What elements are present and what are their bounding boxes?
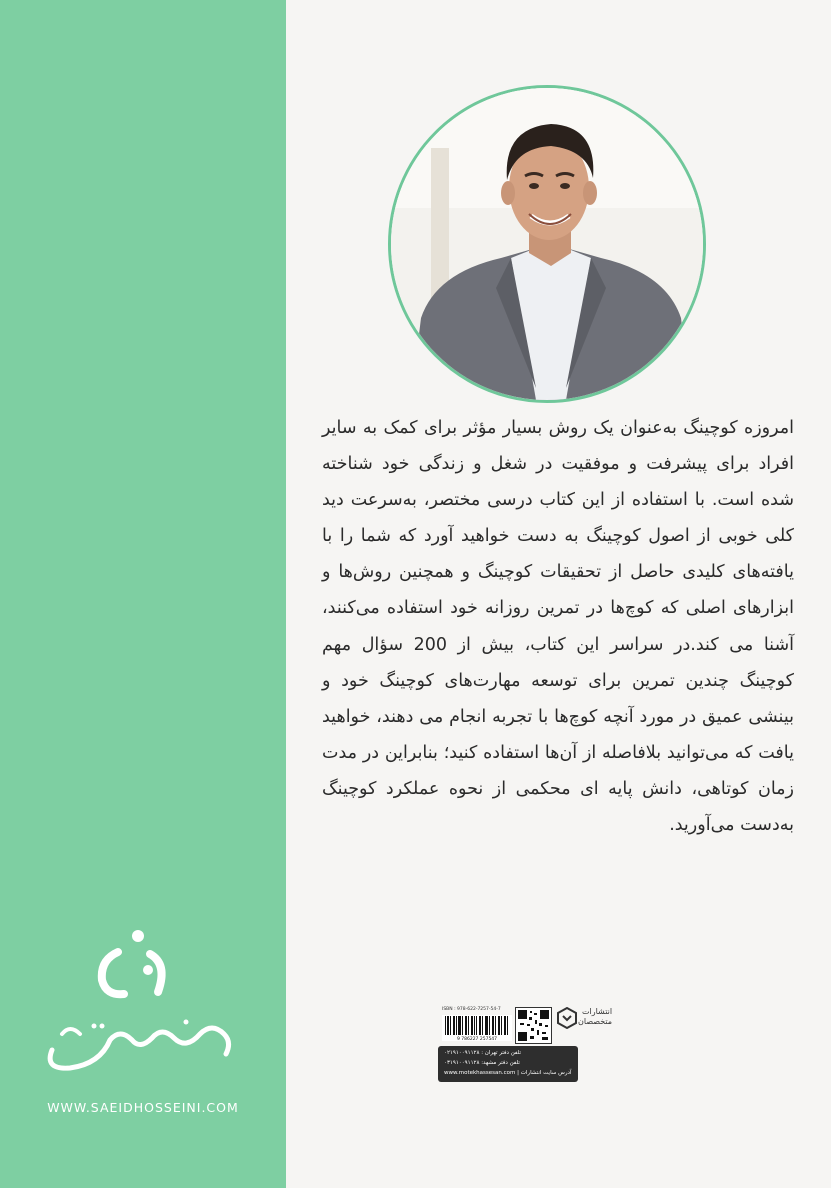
publisher-name (578, 1007, 612, 1027)
book-description: امروزه کوچینگ به‌عنوان یک روش بسیار مؤثر برای کمک به سایر افراد برای پیشرفت و موفقیت در شغل و زندگی خود شناخته شده است. با استفاده از این کتاب درسی مختصر، به‌سرعت دید کلی خوبی از اصول کوچینگ به دست خواهید آورد که شما را با یافته‌های کلیدی حاصل از تحقیقات کوچینگ و همچنین روش‌ها و ابزارهای اصلی که کوچ‌ها در تمرین روزانه خود استفاده می‌کنند، آشنا می کند.در سراسر این کتاب، بیش از 200 سؤال مهم کوچینگ چندین تمرین برای توسعه مهارت‌های کوچینگ خود و بینشی عمیق در مورد آنچه کوچ‌ها با تجربه انجام می دهند، خواهید یافت که می‌توانید بلافاصله از آن‌ها استفاده کنید؛ بنابراین در مدت زمان کوتاهی، دانش پایه ای محکمی از نحوه عملکرد کوچینگ به‌دست می‌آورید. (322, 418, 794, 836)
phone-tehran: تلفن دفتر تهران : ۰۲۱۹۱۰۰۹۱۱۲۸ (444, 1050, 522, 1056)
publisher-name-line2: متخصصان (578, 1017, 613, 1026)
publisher-logo-icon (556, 1007, 578, 1029)
isbn-label: ISBN : 978-622-7257-54-7 (442, 1007, 501, 1012)
phone-mashhad: تلفن دفتر مشهد: ۰۳۱۹۱۰۰۹۱۱۲۸ (444, 1060, 520, 1066)
website-url: WWW.SAEIDHOSSEINI.COM (47, 1100, 239, 1115)
publisher-site: آدرس سایت انتشارات | www.motekhassesan.com (444, 1070, 572, 1076)
barcode-digits: 9 786227 257547 (456, 1037, 498, 1041)
publisher-name-line1: انتشارات (582, 1007, 613, 1016)
qr-code-icon (515, 1007, 552, 1044)
barcode-icon (442, 1015, 512, 1041)
signature-logo-icon (40, 930, 240, 1080)
author-photo (388, 85, 706, 403)
